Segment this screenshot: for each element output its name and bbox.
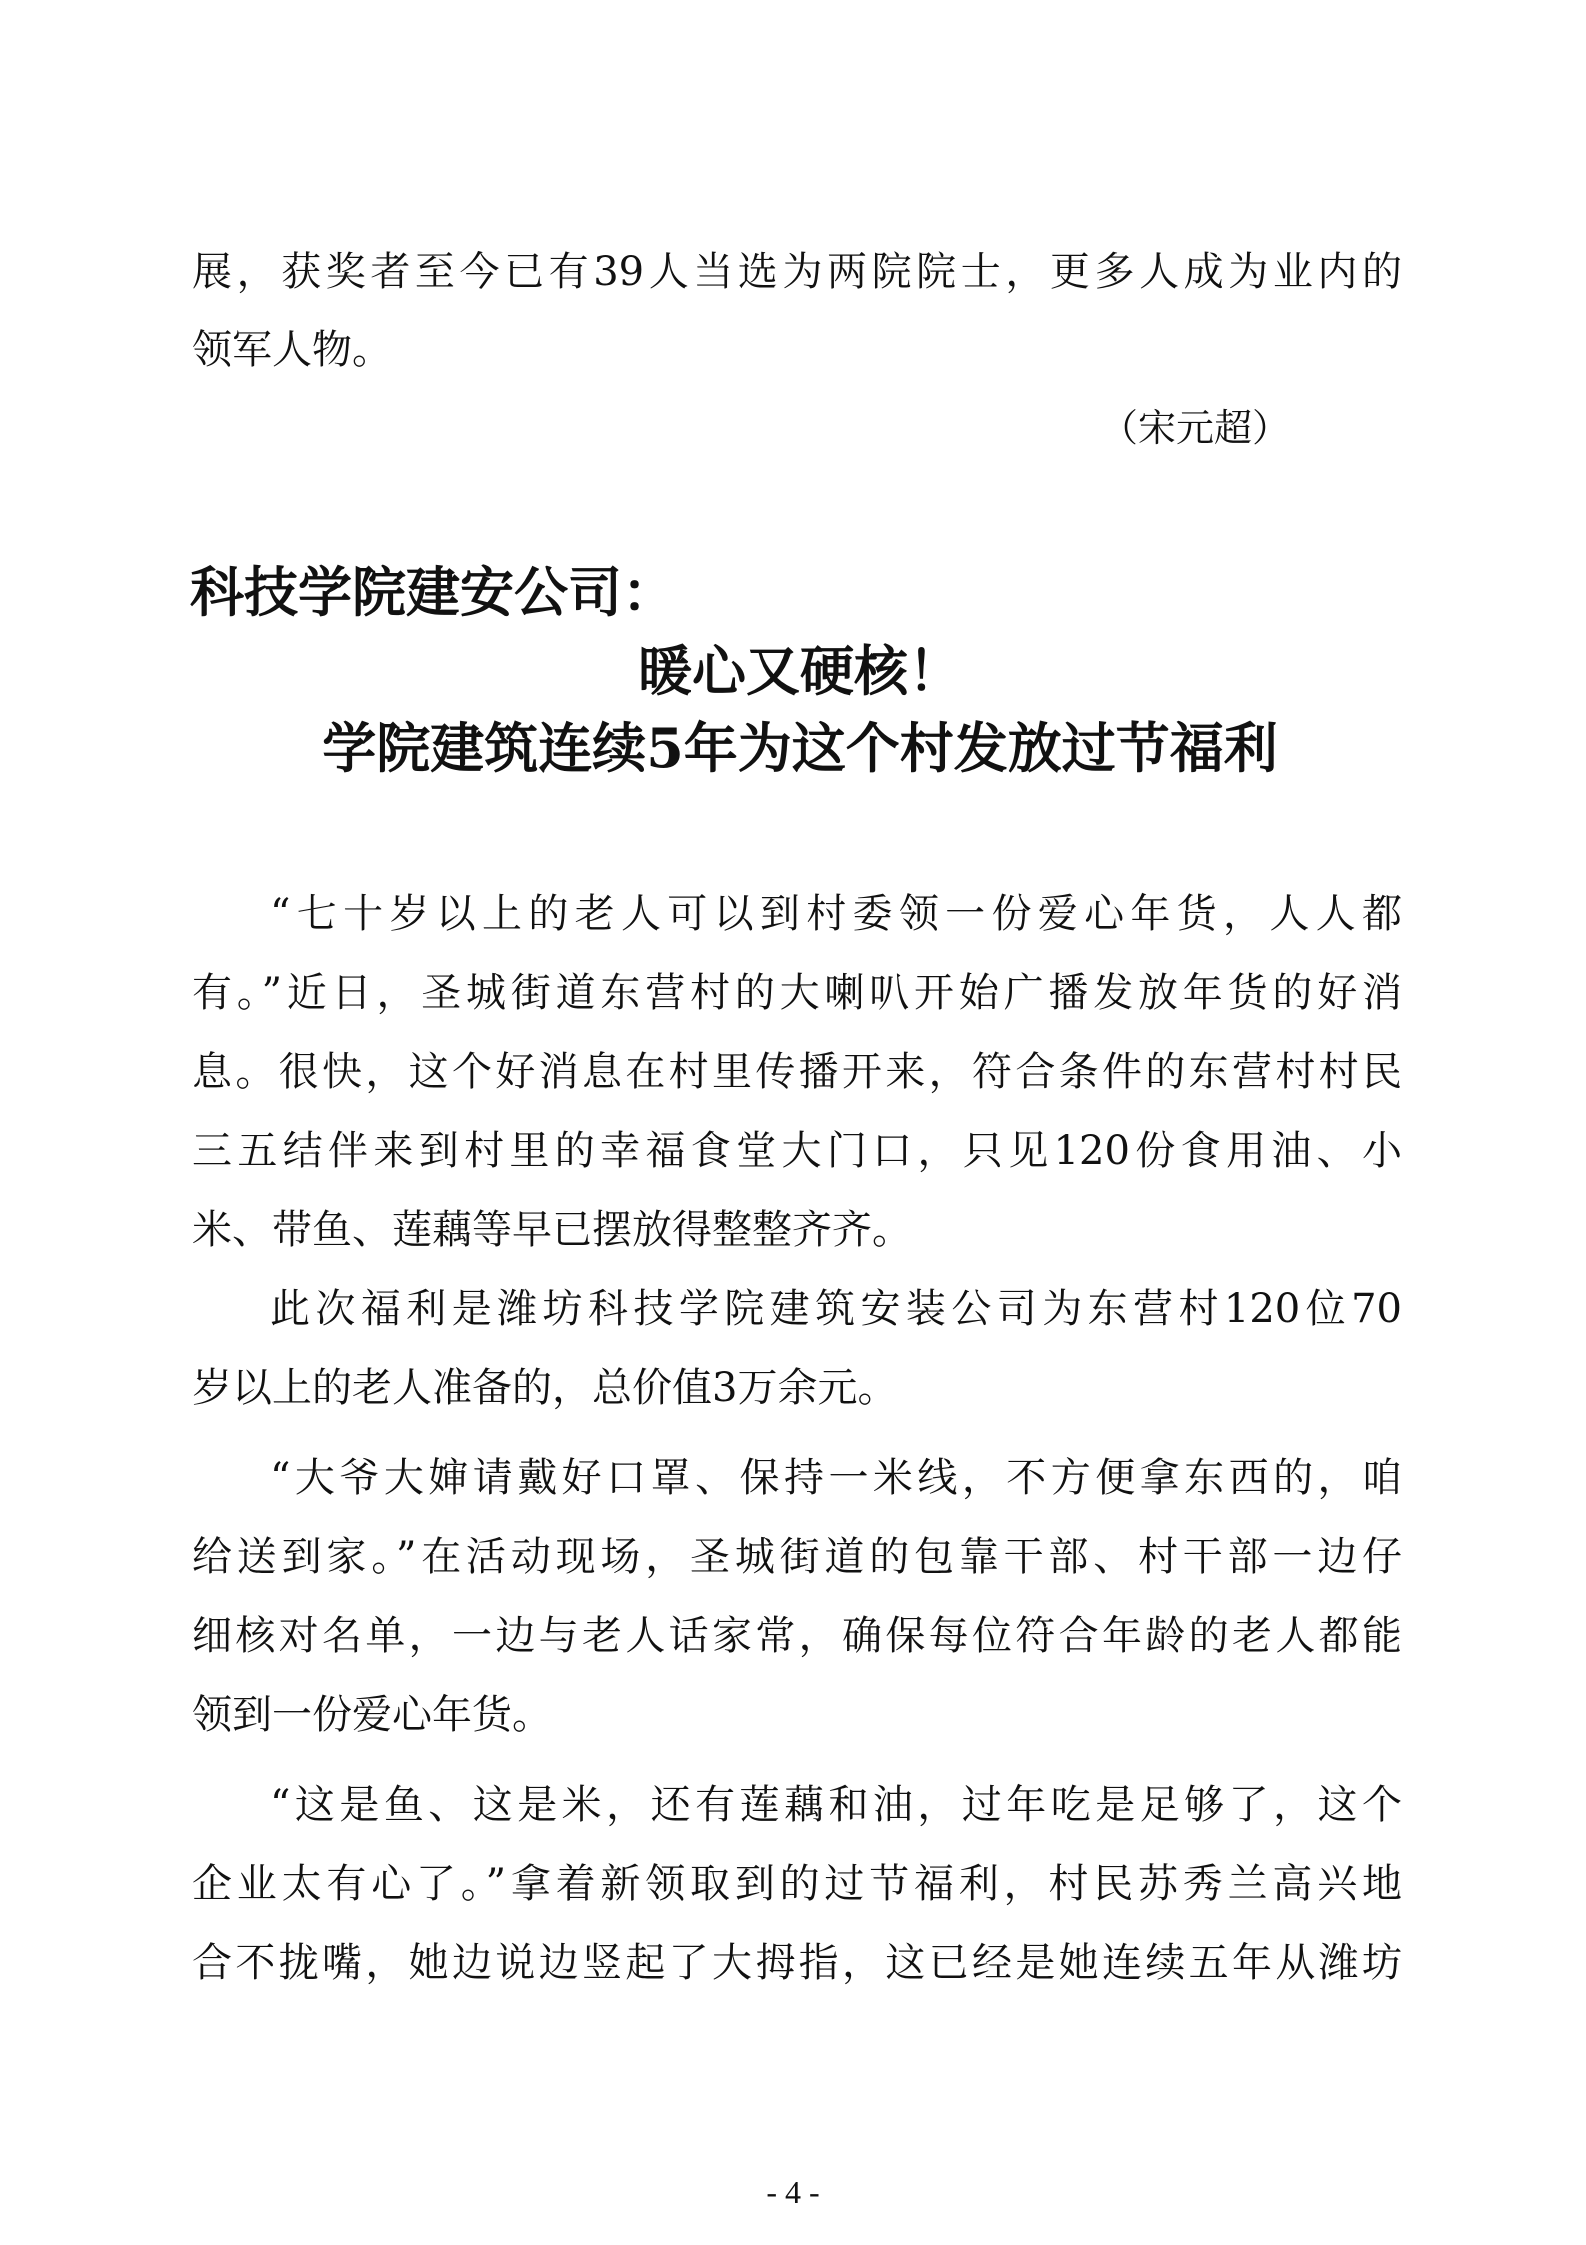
article-title-line-1: 科技学院建安公司： [190,560,676,624]
paragraph-1-line-3: 息。很快，这个好消息在村里传播开来，符合条件的东营村村民 [192,1049,1402,1095]
paragraph-3-line-4: 领到一份爱心年货。 [192,1692,552,1738]
paragraph-4-line-3: 合不拢嘴，她边说边竖起了大拇指，这已经是她连续五年从潍坊 [192,1940,1402,1986]
paragraph-4-line-2: 企业太有心了。”拿着新领取到的过节福利，村民苏秀兰高兴地 [192,1861,1402,1907]
paragraph-1-line-1: “七十岁以上的老人可以到村委领一份爱心年货，人人都 [270,891,1402,937]
paragraph-2-line-1: 此次福利是潍坊科技学院建筑安装公司为东营村120位70 [270,1286,1402,1332]
paragraph-1-line-5: 米、带鱼、莲藕等早已摆放得整整齐齐。 [192,1207,912,1253]
paragraph-3-line-3: 细核对名单，一边与老人话家常，确保每位符合年龄的老人都能 [192,1613,1402,1659]
paragraph-3-line-1: “大爷大婶请戴好口罩、保持一米线，不方便拿东西的，咱 [270,1455,1402,1501]
continuation-line-1: 展，获奖者至今已有39人当选为两院院士，更多人成为业内的 [192,249,1402,295]
page-number: - 4 - [766,2174,820,2210]
article-title-line-3: 学院建筑连续5年为这个村发放过节福利 [322,716,1278,780]
author-signature: （宋元超） [1099,406,1290,450]
paragraph-3-line-2: 给送到家。”在活动现场，圣城街道的包靠干部、村干部一边仔 [192,1534,1402,1580]
paragraph-4-line-1: “这是鱼、这是米，还有莲藕和油，过年吃是足够了，这个 [270,1782,1402,1828]
paragraph-1-line-2: 有。”近日，圣城街道东营村的大喇叭开始广播发放年货的好消 [192,970,1402,1016]
paragraph-1-line-4: 三五结伴来到村里的幸福食堂大门口，只见120份食用油、小 [192,1128,1402,1174]
paragraph-2-line-2: 岁以上的老人准备的，总价值3万余元。 [192,1365,898,1411]
continuation-line-2: 领军人物。 [192,327,392,373]
article-title-line-2: 暖心又硬核！ [638,639,962,703]
